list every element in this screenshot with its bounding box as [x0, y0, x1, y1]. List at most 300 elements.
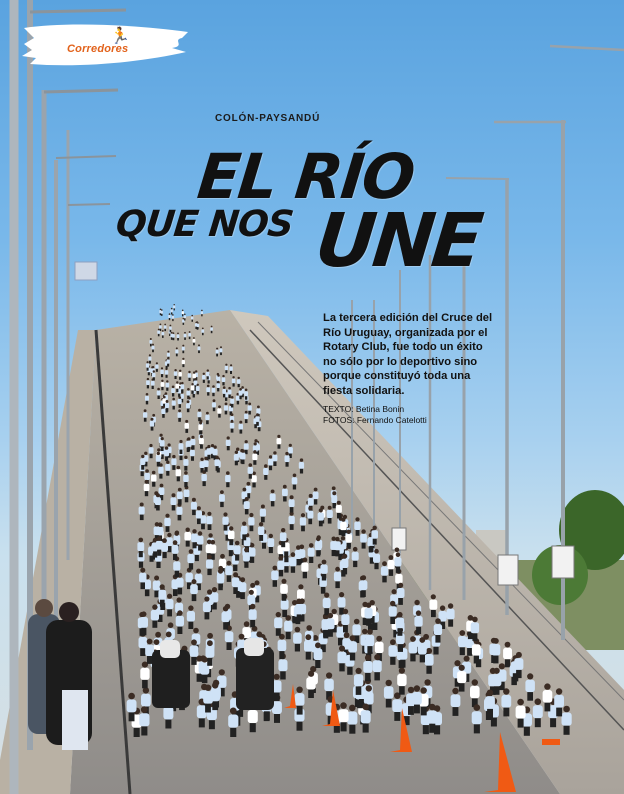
runner-legs: [244, 562, 248, 568]
runner: [184, 315, 186, 318]
runner: [338, 597, 346, 607]
runner-head: [366, 685, 372, 691]
runner-legs: [225, 370, 227, 373]
runner-head: [303, 558, 308, 563]
runner: [304, 640, 313, 651]
runner: [165, 464, 170, 471]
runner-legs: [191, 456, 194, 461]
runner: [140, 617, 148, 628]
runner-head: [182, 358, 184, 360]
runner-head: [213, 445, 216, 448]
runner: [248, 467, 253, 474]
runner: [172, 316, 174, 319]
runner-legs: [161, 314, 162, 316]
runner-legs: [154, 591, 159, 598]
runner-head: [203, 373, 205, 375]
runner-legs: [370, 546, 374, 552]
runner: [162, 332, 165, 336]
runner-legs: [218, 584, 223, 591]
runner-head: [238, 377, 240, 379]
runner-legs: [161, 387, 163, 390]
runner-head: [155, 632, 161, 638]
runner-head: [205, 685, 211, 691]
runner-legs: [179, 377, 181, 380]
runner-head: [296, 545, 301, 550]
runner: [354, 522, 360, 530]
runner-head: [416, 610, 421, 615]
runner-legs: [361, 590, 366, 597]
runner: [239, 391, 243, 396]
runner-legs: [550, 718, 556, 727]
runner-legs: [224, 525, 228, 531]
runner-head: [464, 656, 470, 662]
runner: [149, 447, 154, 454]
runner: [394, 557, 401, 566]
runner: [161, 311, 163, 314]
runner-legs: [564, 726, 570, 735]
runner: [172, 401, 176, 406]
runner-head: [408, 687, 414, 693]
runner-head: [319, 508, 323, 512]
runner-legs: [145, 589, 150, 596]
runner: [228, 715, 238, 728]
runner-head: [213, 399, 216, 402]
runner-legs: [218, 414, 221, 418]
runner-legs: [208, 524, 212, 530]
runner-legs: [367, 646, 372, 654]
runner: [248, 710, 258, 723]
runner: [215, 459, 220, 466]
runner-legs: [347, 667, 352, 675]
runner: [249, 609, 257, 620]
runner-head: [257, 406, 260, 409]
runner: [318, 513, 324, 521]
runner: [339, 709, 349, 722]
runner-head: [335, 567, 340, 572]
runner-head: [421, 687, 427, 693]
runner: [203, 460, 208, 467]
runner-legs: [193, 343, 195, 346]
runner: [516, 706, 526, 719]
runner: [248, 405, 252, 410]
runner: [228, 390, 232, 395]
runner-head: [245, 497, 249, 501]
runner-head: [220, 554, 225, 559]
runner: [397, 674, 406, 686]
runner-legs: [226, 482, 229, 487]
runner-head: [155, 522, 159, 526]
runner: [543, 690, 553, 703]
runner: [375, 642, 384, 653]
runner-head: [414, 685, 420, 691]
runner-legs: [178, 515, 182, 521]
runner-head: [264, 464, 268, 468]
runner: [184, 532, 191, 541]
runner-legs: [389, 569, 393, 576]
runner-legs: [273, 580, 277, 587]
runner: [185, 423, 190, 429]
runner-legs: [365, 673, 371, 681]
runner-head: [161, 380, 163, 382]
runner-head: [198, 531, 202, 535]
runner: [209, 545, 216, 554]
runner-legs: [198, 545, 202, 551]
runner-legs: [197, 327, 199, 329]
runner-legs: [165, 720, 171, 729]
runner-head: [184, 456, 187, 459]
runner-legs: [184, 318, 185, 320]
runner-head: [187, 400, 190, 403]
runner: [139, 573, 146, 583]
runner-legs: [172, 465, 175, 470]
runner-head: [141, 706, 148, 713]
runner: [230, 399, 234, 404]
runner: [164, 325, 167, 328]
runner: [176, 507, 182, 515]
runner: [139, 713, 149, 726]
runner-legs: [191, 391, 193, 394]
runner: [295, 604, 303, 614]
runner: [181, 384, 185, 389]
runner-legs: [423, 725, 429, 734]
runner-legs: [296, 559, 300, 565]
runner-legs: [140, 648, 145, 656]
runner-head: [191, 639, 197, 645]
runner-head: [212, 385, 215, 388]
runner-head: [245, 440, 248, 443]
runner-head: [256, 631, 262, 637]
runner-legs: [199, 718, 205, 727]
runner-legs: [399, 686, 405, 695]
runner-legs: [207, 392, 209, 395]
runner: [164, 450, 169, 457]
runner: [239, 582, 247, 592]
runner-legs: [140, 515, 144, 521]
runner: [352, 552, 359, 561]
runner-legs: [398, 644, 403, 652]
runner-head: [309, 494, 313, 498]
runner: [169, 327, 172, 330]
runner: [173, 561, 180, 570]
runner-legs: [350, 653, 355, 661]
runner-legs: [212, 393, 214, 396]
runner: [301, 563, 308, 572]
runner-legs: [242, 534, 246, 540]
runner-legs: [163, 552, 167, 558]
runner: [198, 347, 201, 351]
runner-legs: [223, 622, 228, 629]
runner-legs: [335, 550, 339, 556]
runner-legs: [175, 571, 179, 578]
runner-head: [328, 506, 332, 510]
runner-head: [188, 397, 191, 400]
runner-head: [362, 629, 368, 635]
runner-head: [419, 637, 425, 643]
runner: [234, 454, 239, 461]
runner-legs: [178, 418, 181, 422]
runner: [503, 648, 512, 660]
runner-legs: [157, 550, 161, 556]
runner: [217, 574, 224, 584]
runner-head: [207, 555, 212, 560]
runner-head: [291, 552, 296, 557]
runner-legs: [293, 485, 296, 490]
runner-head: [217, 374, 219, 376]
runner-head: [212, 587, 217, 592]
runner-legs: [337, 513, 341, 519]
runner: [206, 448, 211, 455]
runner-legs: [397, 628, 402, 636]
runner-legs: [175, 376, 177, 379]
runner-legs: [231, 429, 234, 433]
runner-legs: [300, 469, 303, 474]
runner-head: [289, 444, 292, 447]
runner-head: [198, 344, 200, 346]
runner: [340, 522, 346, 530]
runner: [230, 423, 235, 429]
runner: [554, 695, 564, 708]
runner: [251, 475, 256, 482]
headline-line-1: EL RÍO: [194, 140, 417, 213]
runner-head: [161, 309, 163, 311]
runner-legs: [139, 562, 143, 568]
runner: [201, 474, 207, 481]
runner: [216, 350, 219, 354]
runner-legs: [171, 337, 173, 340]
runner-head: [178, 488, 182, 492]
runner-head: [184, 314, 186, 316]
runner: [179, 443, 184, 449]
runner-head: [347, 530, 351, 534]
runner-legs: [207, 658, 212, 666]
runner: [341, 614, 349, 625]
runner: [306, 677, 316, 689]
runner: [364, 692, 374, 705]
runner-head: [176, 381, 178, 383]
runner-head: [217, 381, 219, 383]
runner: [175, 350, 178, 354]
runner-legs: [241, 460, 244, 465]
runner-head: [184, 471, 188, 475]
runner-legs: [167, 364, 169, 367]
runner: [457, 671, 466, 683]
runner: [451, 694, 461, 707]
runner-head: [249, 463, 253, 467]
runner-legs: [166, 388, 168, 391]
runner: [341, 559, 348, 568]
runner-head: [349, 705, 356, 712]
runner: [331, 495, 337, 503]
runner-legs: [319, 521, 323, 527]
runner: [240, 453, 245, 460]
runner-legs: [179, 404, 181, 408]
runner-head: [448, 603, 453, 608]
runner: [197, 324, 200, 327]
runner-head: [219, 669, 225, 675]
runner: [327, 510, 333, 518]
runner-head: [207, 445, 210, 448]
runner-head: [282, 579, 287, 584]
runner: [206, 559, 213, 568]
runner-legs: [240, 592, 245, 599]
runner: [387, 560, 394, 569]
runner-head: [440, 605, 445, 610]
runner-head: [435, 618, 441, 624]
runner-head: [472, 679, 478, 685]
runner-legs: [176, 389, 178, 392]
runner-head: [167, 357, 169, 359]
runner: [434, 624, 442, 635]
runner-head: [158, 329, 160, 331]
runner-head: [207, 512, 211, 516]
runner-legs: [167, 609, 172, 616]
runner-legs: [274, 714, 280, 723]
runner-head: [144, 409, 147, 412]
runner: [361, 710, 371, 723]
runner-legs: [191, 657, 196, 665]
runner-legs: [421, 707, 427, 716]
runner-head: [156, 362, 158, 364]
runner-head: [192, 579, 197, 584]
runner-legs: [245, 396, 247, 400]
runner-legs: [297, 706, 303, 715]
runner-head: [215, 456, 218, 459]
runner-legs: [429, 724, 435, 733]
runner: [289, 516, 295, 524]
runner-head: [144, 452, 147, 455]
runner-head: [308, 506, 312, 510]
runner: [470, 686, 480, 699]
runner-head: [166, 632, 172, 638]
runner: [289, 499, 295, 507]
runner-legs: [273, 461, 276, 466]
runner: [472, 644, 481, 656]
runner: [212, 388, 216, 393]
runner-legs: [229, 395, 231, 399]
runner-legs: [180, 456, 183, 461]
runner: [236, 396, 240, 401]
runner-legs: [297, 614, 302, 621]
runner-head: [239, 421, 242, 424]
runner-legs: [291, 566, 295, 572]
runner-legs: [284, 551, 288, 557]
runner: [389, 606, 397, 617]
runner: [191, 439, 196, 445]
runner-head: [177, 597, 182, 602]
runner: [155, 497, 161, 505]
runner-head: [193, 628, 199, 634]
runner-head: [162, 538, 167, 543]
runner-head: [140, 503, 144, 507]
runner-head: [232, 376, 234, 378]
runner-legs: [166, 526, 170, 532]
runner-head: [149, 354, 151, 356]
runner-legs: [203, 380, 205, 383]
runner-legs: [416, 627, 421, 634]
runner-head: [233, 572, 238, 577]
runner-head: [373, 526, 377, 530]
runner-head: [197, 506, 201, 510]
runner-legs: [343, 625, 348, 632]
runner-head: [505, 642, 511, 648]
runner-legs: [286, 632, 291, 640]
runner-head: [207, 385, 210, 388]
runner-head: [218, 405, 221, 408]
runner-legs: [207, 455, 210, 460]
runner: [244, 501, 250, 509]
runner-legs: [217, 388, 219, 391]
runner-head: [198, 409, 201, 412]
runner: [501, 695, 511, 708]
runner-legs: [205, 704, 211, 713]
runner-legs: [134, 728, 140, 737]
runner-legs: [349, 725, 355, 734]
runner: [326, 619, 334, 630]
runner-legs: [230, 371, 232, 374]
runner: [157, 330, 160, 334]
runner-legs: [264, 475, 267, 480]
runner: [323, 598, 331, 608]
runner-head: [152, 471, 156, 475]
runner-legs: [282, 610, 287, 617]
runner-legs: [160, 600, 165, 607]
runner-head: [386, 680, 392, 686]
runner: [225, 366, 228, 370]
runner: [232, 577, 240, 587]
runner-legs: [373, 539, 377, 545]
runner-head: [165, 514, 169, 518]
runner-legs: [208, 380, 210, 383]
runner: [148, 357, 151, 361]
runner-legs: [229, 539, 233, 545]
runner-legs: [261, 517, 265, 523]
runner: [334, 572, 341, 582]
runner: [324, 679, 334, 691]
runner-legs: [281, 541, 285, 547]
runner-head: [207, 633, 213, 639]
runner: [360, 580, 368, 590]
runner: [224, 405, 228, 410]
runner-legs: [271, 501, 275, 506]
runner-head: [516, 652, 522, 658]
runner: [338, 652, 347, 664]
runner: [352, 625, 360, 636]
runner-legs: [306, 652, 311, 660]
runner: [239, 424, 244, 430]
runner-legs: [147, 385, 149, 388]
runner: [156, 455, 161, 462]
runner-legs: [177, 627, 182, 634]
runner-legs: [187, 447, 190, 451]
runner-head: [150, 338, 152, 340]
runner-legs: [173, 338, 175, 341]
runner: [184, 334, 187, 338]
runner-head: [141, 611, 146, 616]
runner-legs: [363, 724, 369, 733]
runner-head: [172, 455, 175, 458]
runner-legs: [420, 655, 425, 663]
runner-legs: [269, 547, 273, 553]
runner-legs: [408, 706, 414, 715]
runner: [315, 541, 322, 550]
runner-head: [211, 326, 213, 328]
runner-head: [517, 699, 524, 706]
runner-head: [157, 452, 160, 455]
runner-legs: [295, 644, 300, 652]
runner: [166, 383, 170, 388]
runner-head: [191, 315, 193, 317]
runner-head: [152, 344, 154, 346]
